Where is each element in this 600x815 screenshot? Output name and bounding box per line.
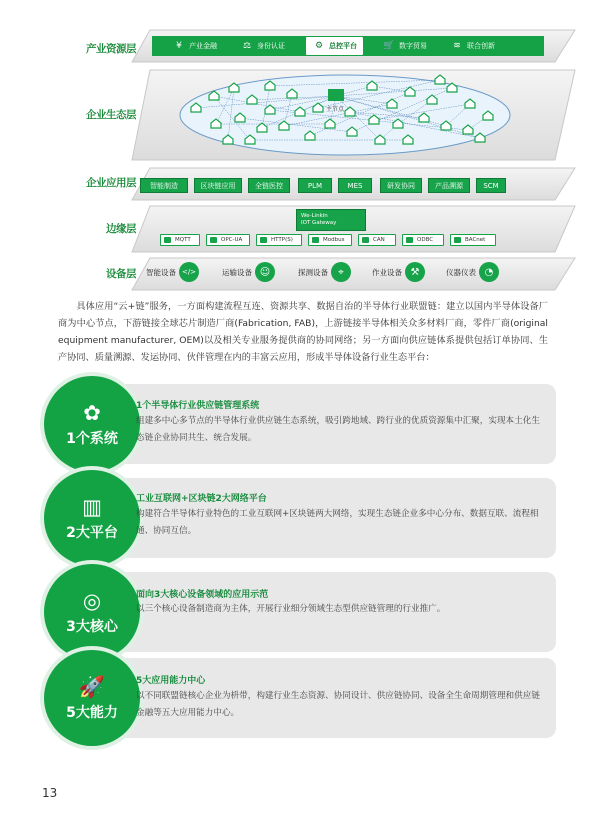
control-icon: ⚙ — [314, 41, 324, 51]
chart-icon: ▥ — [82, 494, 102, 519]
resource-item-finance — [172, 37, 217, 55]
feature-body-3: 以三个核心设备制造商为主体，开展行业细分领域生态型供应链管理的行业推广。 — [136, 604, 446, 614]
robot-icon: ☺ — [255, 262, 275, 282]
cogs-icon: ✿ — [83, 400, 101, 425]
database-icon: ≋ — [453, 41, 461, 51]
device-label: 仪器仪表 — [446, 267, 476, 277]
resource-item-label: 身份认证 — [257, 42, 285, 50]
device-transport — [222, 262, 275, 282]
resource-item-label: 总控平台 — [329, 42, 357, 50]
app-item: 研发协同 — [380, 178, 422, 193]
layer-label-device: 设备层 — [106, 268, 136, 280]
app-item: PLM — [298, 178, 332, 193]
feature-circle-text: 3大核心 — [66, 618, 118, 635]
gateway-brand: We-Linkin — [301, 213, 328, 219]
protocol-badge: Modbus — [308, 234, 352, 246]
layer-label-resource: 产业资源层 — [86, 43, 136, 55]
cart-icon: 🛒 — [383, 41, 395, 51]
feature-title-4: 5大应用能力中心 — [136, 676, 206, 686]
protocol-badge: BACnet — [450, 234, 496, 246]
device-label: 智能设备 — [146, 267, 176, 277]
device-smart — [146, 262, 199, 282]
device-instruments — [446, 262, 499, 282]
rocket-icon: 🚀 — [78, 674, 106, 699]
resource-item-control-platform — [306, 37, 363, 55]
app-item: SCM — [476, 178, 506, 193]
protocol-badge: HTTP(S) — [256, 234, 302, 246]
page-number: 13 — [42, 786, 58, 800]
protocol-badge: OPC-UA — [206, 234, 250, 246]
app-item: 产品溯源 — [428, 178, 470, 193]
device-detection — [298, 262, 351, 282]
feature-circle-1 — [44, 376, 140, 472]
main-node-icon — [328, 89, 344, 101]
app-item: 全链医控 — [248, 178, 290, 193]
device-label: 探测设备 — [298, 267, 328, 277]
feature-body-2: 构建符合半导体行业特色的工业互联网+区块链两大网络，实现生态链企业多中心分布、数据互联、流程相通、协同互信。 — [136, 509, 539, 536]
feature-circle-text: 1个系统 — [66, 430, 118, 447]
scale-icon: ⚖ — [242, 41, 252, 51]
layer-label-application: 企业应用层 — [86, 177, 136, 189]
iot-gateway — [296, 209, 366, 231]
feature-circle-text: 5大能力 — [66, 704, 118, 721]
device-label: 运输设备 — [222, 267, 252, 277]
feature-title-3: 面向3大核心设备领域的应用示范 — [136, 590, 269, 600]
protocol-badge: MQTT — [160, 234, 200, 246]
gateway-label: IOT Gateway — [301, 220, 337, 226]
layer-label-edge: 边缘层 — [106, 223, 136, 235]
app-item: MES — [338, 178, 372, 193]
layer-label-ecology: 企业生态层 — [86, 109, 136, 121]
device-label: 作业设备 — [372, 267, 402, 277]
resource-item-trade — [382, 37, 427, 55]
main-node-label: 主节点 — [326, 106, 345, 113]
resource-item-identity — [240, 37, 285, 55]
target-icon: ◎ — [82, 588, 102, 613]
gauge-icon: ◔ — [479, 262, 499, 282]
resource-item-innovation — [450, 37, 495, 55]
device-operation — [372, 262, 425, 282]
app-item: 智能制造 — [140, 178, 188, 193]
protocol-badge: CAN — [358, 234, 396, 246]
app-item: 区块链应用 — [194, 178, 242, 193]
feature-circle-text: 2大平台 — [66, 524, 118, 541]
code-icon: </> — [179, 262, 199, 282]
resource-item-label: 联合创新 — [467, 42, 495, 50]
feature-title-1: 1个半导体行业供应链管理系统 — [136, 401, 260, 411]
feature-title-2: 工业互联网+区块链2大网络平台 — [136, 494, 267, 504]
feature-circle-4 — [44, 650, 140, 746]
feature-circle-3 — [44, 564, 140, 660]
feature-body-4: 以不同联盟链核心企业为枡带，构建行业生态资源、协同设计、供应链协同、设备全生命周期管理和供应链金融等五大应用能力中心。 — [136, 691, 540, 718]
radar-icon: ⌖ — [331, 262, 351, 282]
resource-item-label: 产业金融 — [189, 42, 217, 50]
protocol-badge: ODBC — [402, 234, 444, 246]
resource-item-label: 数字贸易 — [399, 42, 427, 50]
feature-body-1: 组建多中心多节点的半导体行业供应链生态系统，吸引跨地域、跨行业的优质资源集中汇聚，实现本土化生态链企业协同共生、统合发展。 — [136, 416, 540, 443]
yen-icon: ¥ — [176, 41, 182, 51]
intro-paragraph: 具体应用“云+链”服务，一方面构建流程互连、资源共享、数据自治的半导体行业联盟链：建立以国内半导体设备厂商为中心节点，下游链接全球芯片制造厂商(Fabrication, FAB)，上游链接半导体相关众多材料厂商，零件厂商(original equipment manufacturer, OEM)以及相关专业服务提供商的协同网络；另一方面向供应链体系提供包括订单协同、生产协同、质量溯源、发运协同、伙伴管理在内的丰富云应用，形成半导体设备行业生态平台： — [58, 301, 548, 363]
arm-icon: ⚒ — [405, 262, 425, 282]
feature-circle-2 — [44, 470, 140, 566]
